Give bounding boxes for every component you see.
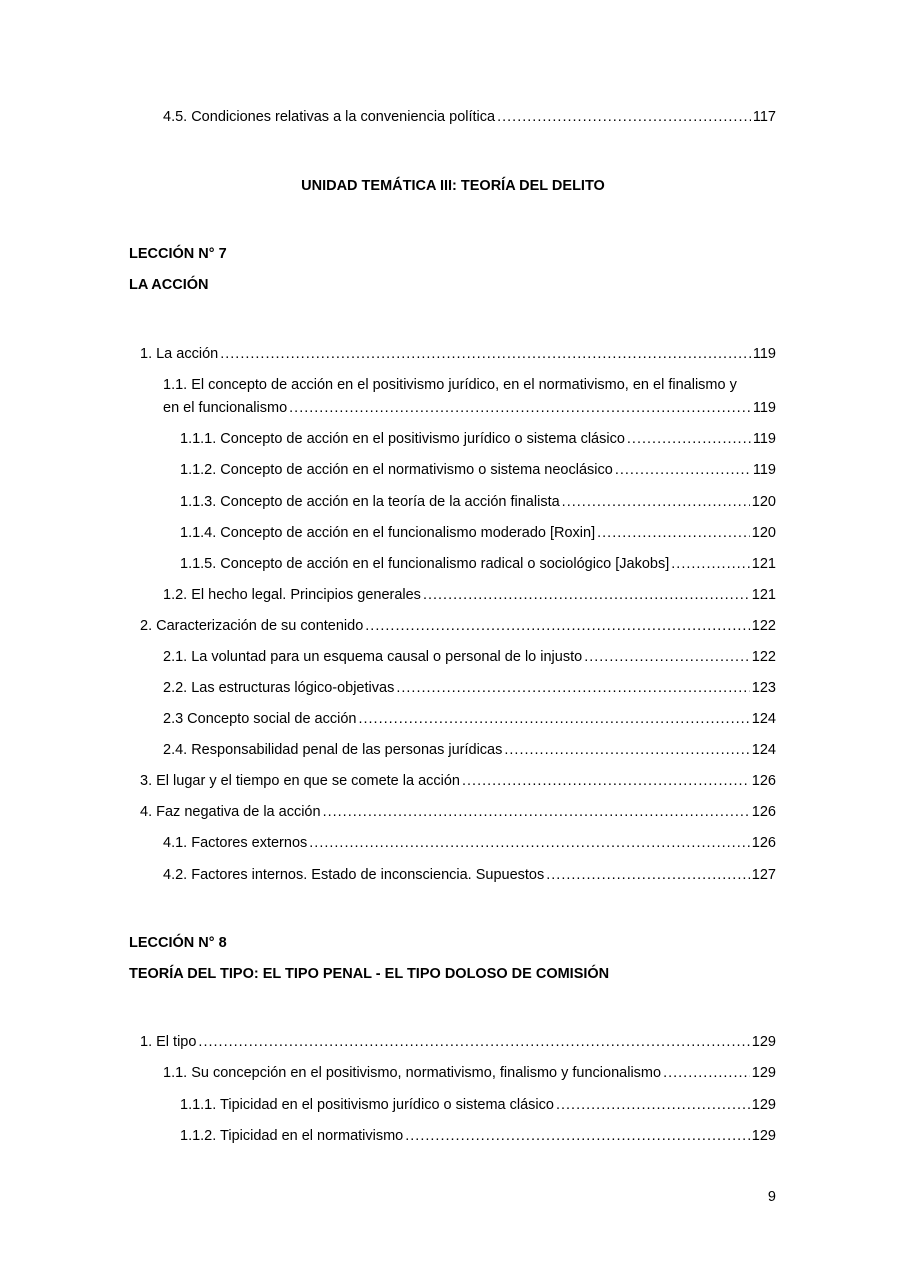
toc-entry-page: 122 bbox=[751, 649, 776, 665]
toc-entry bbox=[180, 430, 776, 449]
toc-entry bbox=[140, 617, 776, 636]
toc-entry-label: 2.2. Las estructuras lógico-objetivas bbox=[163, 680, 395, 696]
dot-leader bbox=[358, 710, 749, 729]
toc-entry bbox=[140, 772, 776, 791]
toc-entry bbox=[163, 834, 776, 853]
toc-entry-label: 1.1.3. Concepto de acción en la teoría de la acción finalista bbox=[180, 494, 560, 510]
unit-title: UNIDAD TEMÁTICA III: TEORÍA DEL DELITO bbox=[301, 178, 605, 194]
toc-entry-page: 123 bbox=[751, 680, 776, 696]
dot-leader bbox=[615, 461, 751, 480]
toc-entry-page: 117 bbox=[752, 109, 776, 125]
toc-entry bbox=[163, 679, 776, 698]
toc-entry-page: 129 bbox=[751, 1065, 776, 1081]
toc-entry bbox=[163, 710, 776, 729]
toc-entry bbox=[180, 1096, 776, 1115]
toc-entry bbox=[140, 803, 776, 822]
toc-entry-page: 120 bbox=[751, 494, 776, 510]
toc-entry-page: 129 bbox=[751, 1034, 776, 1050]
toc-entry-page: 121 bbox=[751, 587, 776, 603]
dot-leader bbox=[504, 741, 749, 760]
dot-leader bbox=[220, 345, 751, 364]
toc-entry bbox=[163, 741, 776, 760]
toc-entry-label: 2.1. La voluntad para un esquema causal o personal de lo injusto bbox=[163, 649, 583, 665]
toc-entry-label: 1.1.2. Tipicidad en el normativismo bbox=[180, 1128, 404, 1144]
toc-entry-page: 119 bbox=[752, 400, 776, 416]
toc-entry-label: 4.5. Condiciones relativas a la conveniencia política bbox=[163, 109, 496, 125]
toc-entry-page: 126 bbox=[751, 773, 776, 789]
dot-leader bbox=[365, 617, 750, 636]
toc-entry bbox=[163, 108, 776, 127]
lesson-number: LECCIÓN N° 7 bbox=[129, 246, 227, 262]
toc-entry-label: 1. El tipo bbox=[140, 1034, 197, 1050]
toc-entry-label: 1.1.2. Concepto de acción en el normativismo o sistema neoclásico bbox=[180, 462, 613, 478]
dot-leader bbox=[405, 1127, 750, 1146]
toc-entry bbox=[140, 1033, 776, 1052]
toc-entry bbox=[163, 586, 776, 605]
dot-leader bbox=[309, 834, 750, 853]
toc-entry-page: 124 bbox=[751, 711, 776, 727]
toc-entry bbox=[163, 648, 776, 667]
toc-entry-label: 1.1.4. Concepto de acción en el funcionalismo moderado [Roxin] bbox=[180, 525, 596, 541]
toc-entry-page: 120 bbox=[751, 525, 776, 541]
dot-leader bbox=[562, 493, 750, 512]
dot-leader bbox=[396, 679, 749, 698]
toc-entry-page: 126 bbox=[751, 835, 776, 851]
toc-entry-label: en el funcionalismo bbox=[163, 400, 288, 416]
toc-entry-page: 119 bbox=[752, 346, 776, 362]
lesson-number: LECCIÓN N° 8 bbox=[129, 935, 227, 951]
lesson-title: TEORÍA DEL TIPO: EL TIPO PENAL - EL TIPO DOLOSO DE COMISIÓN bbox=[129, 966, 610, 982]
dot-leader bbox=[663, 1064, 750, 1083]
toc-entry-label: 3. El lugar y el tiempo en que se comete la acción bbox=[140, 773, 460, 789]
toc-entry-label: 1.1. Su concepción en el positivismo, normativismo, finalismo y funcionalismo bbox=[163, 1065, 662, 1081]
dot-leader bbox=[423, 586, 750, 605]
toc-entry-page: 122 bbox=[751, 618, 776, 634]
toc-entry-label: 1.2. El hecho legal. Principios generales bbox=[163, 587, 421, 603]
toc-entry bbox=[163, 1064, 776, 1083]
toc-entry bbox=[140, 345, 776, 364]
dot-leader bbox=[671, 555, 750, 574]
toc-entry bbox=[180, 461, 776, 480]
toc-entry-label: 2.4. Responsabilidad penal de las personas jurídicas bbox=[163, 742, 503, 758]
dot-leader bbox=[497, 108, 751, 127]
toc-entry-page: 129 bbox=[751, 1097, 776, 1113]
dot-leader bbox=[556, 1096, 750, 1115]
toc-entry bbox=[180, 524, 776, 543]
page-number: 9 bbox=[767, 1189, 776, 1205]
toc-entry-page: 119 bbox=[752, 462, 776, 478]
dot-leader bbox=[289, 399, 751, 418]
dot-leader bbox=[323, 803, 750, 822]
toc-entry-page: 127 bbox=[751, 867, 776, 883]
toc-entry bbox=[180, 1127, 776, 1146]
toc-entry-page: 119 bbox=[752, 431, 776, 447]
toc-entry-label: 4.2. Factores internos. Estado de inconsciencia. Supuestos bbox=[163, 867, 545, 883]
toc-entry-label: 1.1.1. Tipicidad en el positivismo jurídico o sistema clásico bbox=[180, 1097, 554, 1113]
dot-leader bbox=[597, 524, 750, 543]
toc-entry bbox=[163, 866, 776, 885]
toc-entry-label-line1: 1.1. El concepto de acción en el positivismo jurídico, en el normativismo, en el finalismo y bbox=[163, 377, 737, 393]
toc-entry-label: 4.1. Factores externos bbox=[163, 835, 308, 851]
toc-entry-label: 2.3 Concepto social de acción bbox=[163, 711, 357, 727]
dot-leader bbox=[584, 648, 750, 667]
dot-leader bbox=[627, 430, 751, 449]
toc-entry-page: 124 bbox=[751, 742, 776, 758]
toc-entry-page: 121 bbox=[751, 556, 776, 572]
toc-entry bbox=[163, 399, 776, 418]
dot-leader bbox=[546, 866, 750, 885]
toc-entry-label: 1. La acción bbox=[140, 346, 219, 362]
toc-entry-label: 1.1.1. Concepto de acción en el positivismo jurídico o sistema clásico bbox=[180, 431, 625, 447]
toc-entry bbox=[180, 555, 776, 574]
dot-leader bbox=[198, 1033, 749, 1052]
toc-entry-label: 4. Faz negativa de la acción bbox=[140, 804, 321, 820]
toc-entry bbox=[180, 493, 776, 512]
toc-entry-page: 126 bbox=[751, 804, 776, 820]
toc-entry-label: 1.1.5. Concepto de acción en el funcionalismo radical o sociológico [Jakobs] bbox=[180, 556, 670, 572]
toc-entry-label: 2. Caracterización de su contenido bbox=[140, 618, 364, 634]
dot-leader bbox=[462, 772, 750, 791]
toc-entry-page: 129 bbox=[751, 1128, 776, 1144]
lesson-title: LA ACCIÓN bbox=[129, 277, 209, 293]
